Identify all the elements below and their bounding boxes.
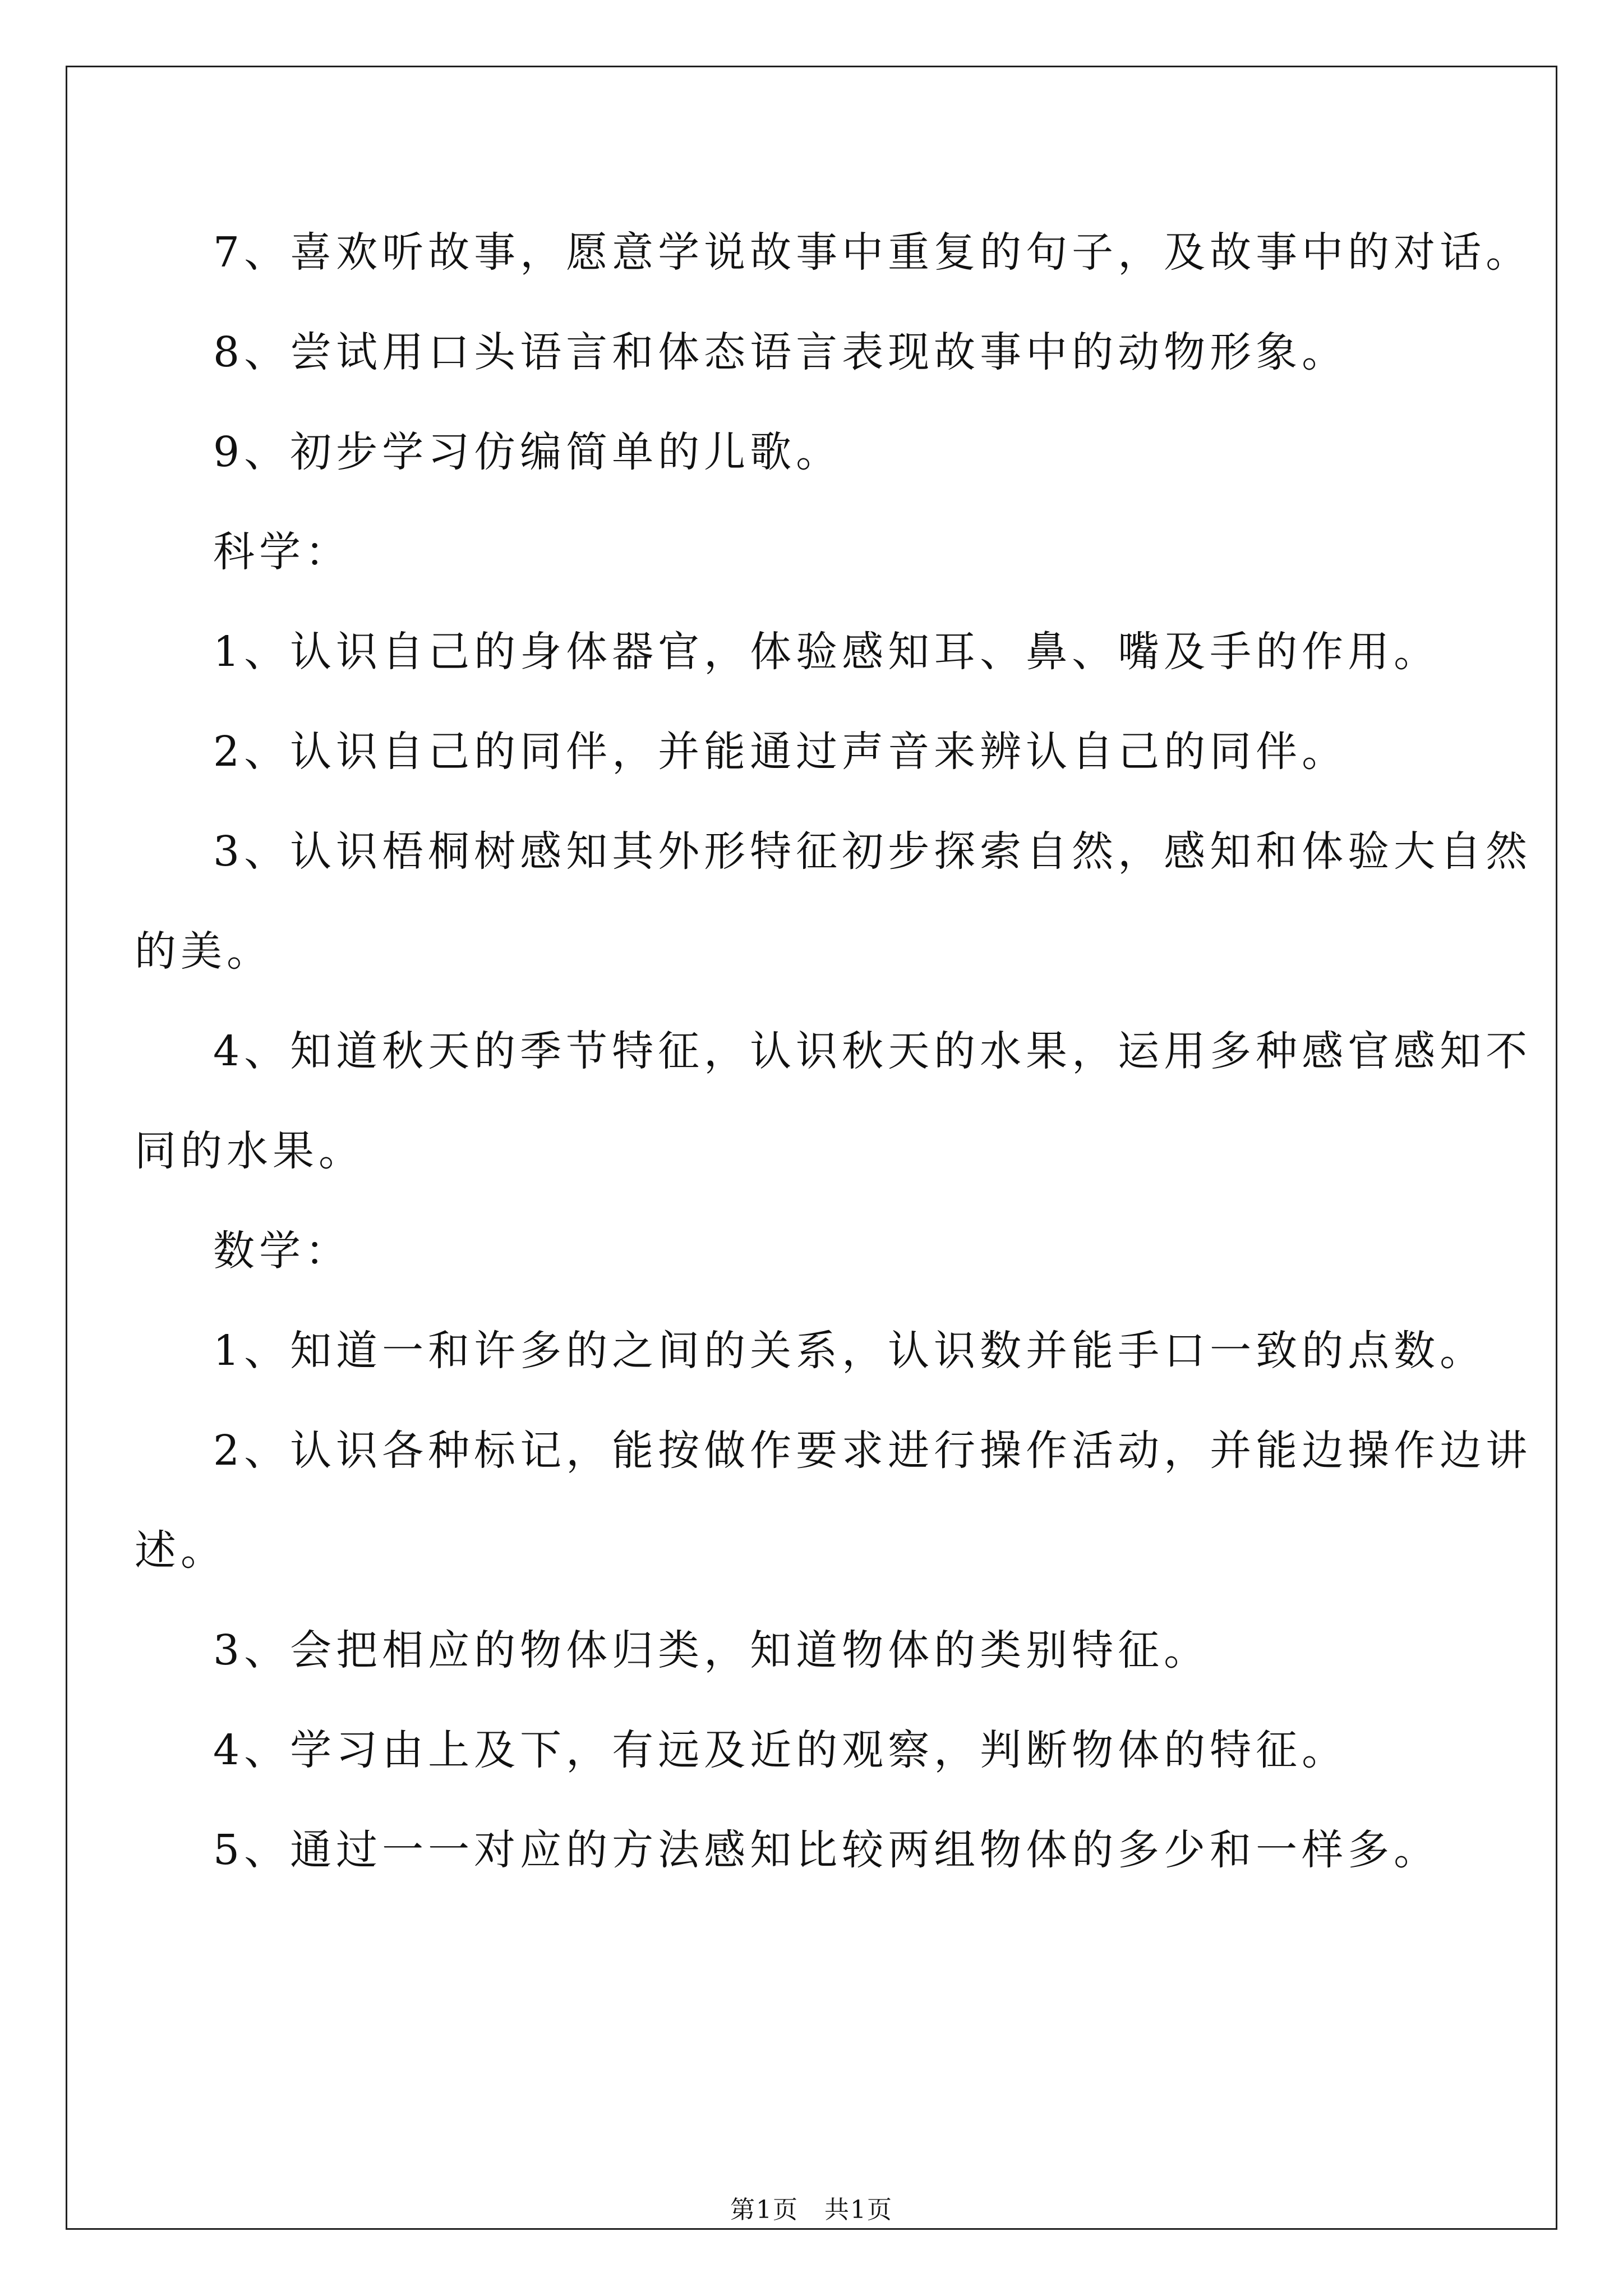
text-line: 8、尝试用口头语言和体态语言表现故事中的动物形象。 <box>213 328 1348 376</box>
text-line: 2、认识自己的同伴，并能通过声音来辨认自己的同伴。 <box>213 728 1348 776</box>
text-line: 述。 <box>135 1526 227 1575</box>
text-line: 4、知道秋天的季节特征，认识秋天的水果，运用多种感官感知不 <box>213 1027 1532 1075</box>
section-heading-science: 科学： <box>213 528 351 576</box>
text-line: 1、认识自己的身体器官，体验感知耳、鼻、嘴及手的作用。 <box>213 628 1440 676</box>
text-line: 9、初步学习仿编简单的儿歌。 <box>213 428 842 476</box>
section-heading-math: 数学： <box>213 1227 351 1275</box>
text-line: 7、喜欢听故事，愿意学说故事中重复的句子，及故事中的对话。 <box>213 228 1532 277</box>
text-line: 4、学习由上及下，有远及近的观察，判断物体的特征。 <box>213 1726 1348 1774</box>
text-line: 的美。 <box>135 927 273 976</box>
text-line: 5、通过一一对应的方法感知比较两组物体的多少和一样多。 <box>213 1826 1440 1874</box>
page-footer: 第1页 共1页 <box>730 2196 893 2224</box>
text-line: 同的水果。 <box>135 1127 365 1175</box>
text-line: 1、知道一和许多的之间的关系，认识数并能手口一致的点数。 <box>213 1327 1486 1375</box>
text-line: 3、会把相应的物体归类，知道物体的类别特征。 <box>213 1626 1210 1674</box>
text-line: 3、认识梧桐树感知其外形特征初步探索自然，感知和体验大自然 <box>213 827 1532 876</box>
text-line: 2、认识各种标记，能按做作要求进行操作活动，并能边操作边讲 <box>213 1427 1532 1475</box>
